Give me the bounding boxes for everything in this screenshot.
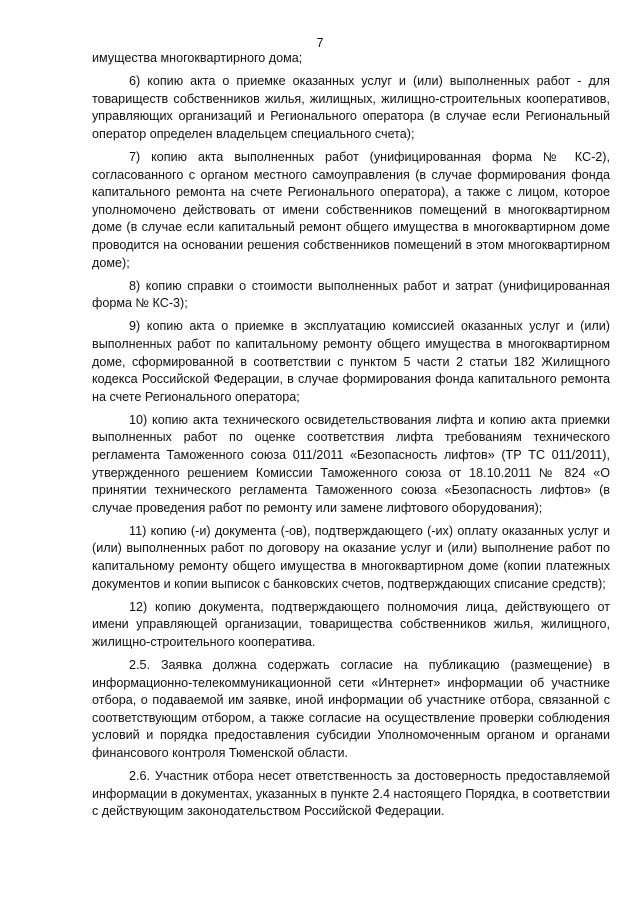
paragraph-item-11: 11) копию (-и) документа (-ов), подтверждающего (-их) оплату оказанных услуг и (или) выполненных работ по договору на оказание услуг и (или) выполнение работ по капитальному ремонту общего имущества в многоквартирном доме (копии платежных документов и копии выписок с банковских счетов, подтверждающих списание средств); xyxy=(92,523,610,591)
paragraph-item-12: 12) копию документа, подтверждающего полномочия лица, действующего от имени управляющей организации, товарищества собственников жилья, жилищного, жилищно-строительного кооператива. xyxy=(92,599,610,649)
paragraph-item-10: 10) копию акта технического освидетельствования лифта и копию акта приемки выполненных работ по оценке соответствия лифта требованиям технического регламента Таможенного союза 011/2011 «Безопасность лифтов» (ТР ТС 011/2011), утвержденного решением Комиссии Таможенного союза от 18.10.2011 № 824 «О принятии технического регламента Таможенного союза «Безопасность лифтов» (в случае проведения работ по ремонту или замене лифтового оборудования); xyxy=(92,412,610,515)
paragraph-2-5: 2.5. Заявка должна содержать согласие на публикацию (размещение) в информационно-телекоммуникационной сети «Интернет» информации об участнике отбора, о подаваемой им заявке, иной информации об участнике отбора, связанной с соответствующим отбором, а также согласие на осуществление проверки соблюдения условий и порядка предоставления субсидии Уполномоченным органом и органами финансового контроля Тюменской области. xyxy=(92,658,610,760)
page-number: 7 xyxy=(316,36,324,50)
paragraph-2-6: 2.6. Участник отбора несет ответственность за достоверность предоставляемой информации в документах, указанных в пункте 2.4 настоящего Порядка, в соответствии с действующим законодательством Российской Федерации. xyxy=(92,769,610,819)
paragraph-item-6: 6) копию акта о приемке оказанных услуг и (или) выполненных работ - для товариществ собственников жилья, жилищных, жилищно-строительных кооперативов, управляющих организаций и Регионального оператора (в случае если Региональный оператор определен владельцем специального счета); xyxy=(92,74,610,141)
paragraph-item-7: 7) копию акта выполненных работ (унифицированная форма № КС-2), согласованного с органом местного самоуправления (в случае формирования фонда капитального ремонта на счете Регионального оператора), а также с лицом, которое уполномочено действовать от имени собственников помещений в многоквартирном доме (в случае если капитальный ремонт общего имущества в многоквартирном доме проводится на основании решения собственников помещений в этом многоквартирном доме); xyxy=(92,149,610,270)
document-body xyxy=(92,50,610,826)
paragraph-continuation: имущества многоквартирного дома; xyxy=(92,51,303,65)
paragraph-item-8: 8) копию справки о стоимости выполненных работ и затрат (унифицированная форма № КС-3); xyxy=(92,278,610,311)
paragraph-item-9: 9) копию акта о приемке в эксплуатацию комиссией оказанных услуг и (или) выполненных работ по капитальному ремонту общего имущества в многоквартирном доме, сформированной в соответствии с пунктом 5 части 2 статьи 182 Жилищного кодекса Российской Федерации, в случае формирования фонда капитального ремонта на счете Регионального оператора; xyxy=(92,319,610,404)
